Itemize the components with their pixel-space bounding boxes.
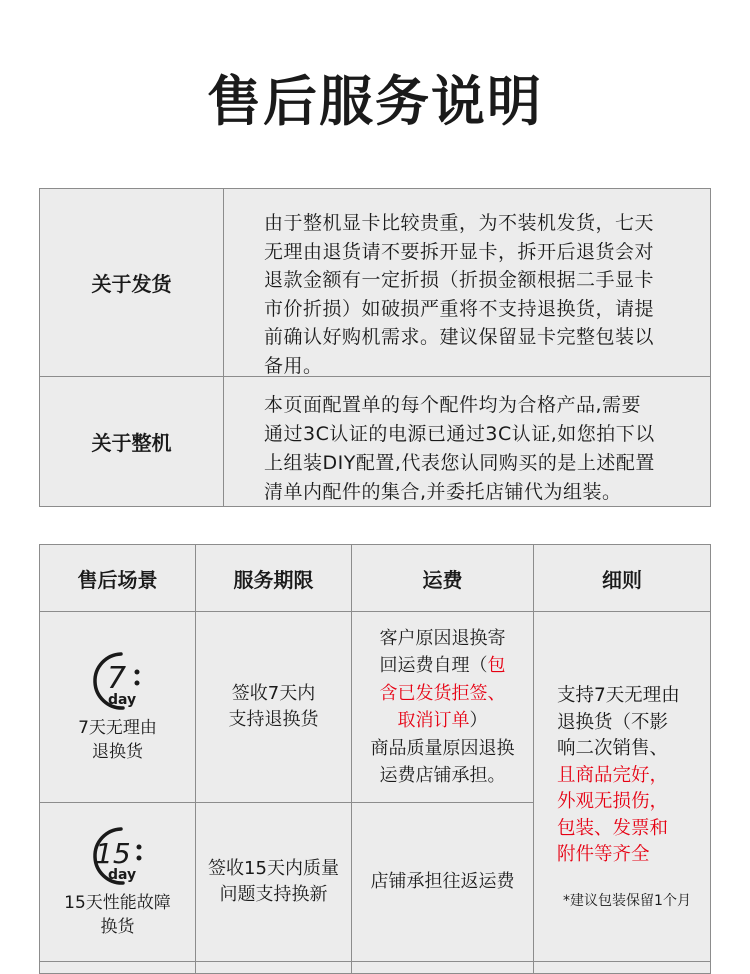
- shipping-cell-7day: [352, 612, 533, 802]
- period-cell-7day: [196, 612, 351, 802]
- header-rules: 细则: [602, 567, 642, 592]
- text-line-red: 外观无损伤，: [557, 791, 669, 812]
- text-segment-red: 取消订单: [397, 710, 470, 731]
- text-line: 签收7天内: [231, 683, 316, 704]
- text-line: 商品质量原因退换: [370, 737, 515, 759]
- machine-text: [264, 391, 694, 507]
- scene-cell-15day: [40, 803, 195, 961]
- text-line-red: 包装、发票和: [557, 817, 669, 839]
- text-line: [371, 707, 515, 735]
- text-line: 清单内配件的集合,并委托店铺代为组装。: [264, 481, 622, 503]
- after-sales-table: [39, 544, 711, 974]
- period-cell-15day: [196, 803, 351, 961]
- text-line: 运费店铺承担。: [379, 765, 506, 786]
- text-line: 退换货: [91, 742, 143, 762]
- text-line: 支持退换货: [228, 709, 319, 730]
- scene-label: [64, 891, 171, 939]
- text-line: 退款金额有一定折损（折损金额根据二手显卡: [264, 269, 655, 292]
- text-line: 市价折损）如破损严重将不支持退换货，请提: [264, 297, 655, 320]
- text-segment: ）: [469, 710, 488, 731]
- text-line: 签收15天内质量: [208, 858, 339, 879]
- badge-number: 15: [95, 837, 132, 870]
- text-line: 退换货（不影: [557, 711, 669, 733]
- text-line: 通过3C认证的电源已通过3C认证,如您拍下以: [264, 423, 655, 445]
- machine-header: 关于整机: [40, 377, 224, 506]
- text-line-red: 附件等齐全: [557, 844, 650, 865]
- text-segment: 回运费自理（: [379, 655, 488, 676]
- text-line: 上组装DIY配置,代表您认同购买的是上述配置: [264, 452, 655, 474]
- header-shipping: 运费: [422, 567, 463, 592]
- shipping-cell-15day: 店铺承担往返运费: [370, 871, 515, 892]
- text-line: 前确认好购机需求。建议保留显卡完整包装以: [264, 326, 655, 349]
- badge-7day: [78, 650, 157, 764]
- text-line: [371, 652, 515, 680]
- scene-cell-7day: [40, 612, 195, 802]
- scene-label: [78, 716, 157, 764]
- rules-cell: [557, 683, 713, 869]
- header-period: 服务期限: [233, 567, 314, 592]
- header-scene: 售后场景: [77, 567, 158, 592]
- machine-row: [40, 377, 710, 506]
- text-line: 15天性能故障: [64, 893, 171, 913]
- badge-unit: day: [108, 692, 137, 708]
- text-line-red: 含已发货拒签、: [379, 682, 506, 704]
- fifteen-day-icon: [81, 825, 153, 887]
- text-line: 支持7天无理由: [557, 685, 680, 706]
- text-line: 无理由退货请不要拆开显卡，拆开后退货会对: [264, 240, 655, 263]
- badge-15day: [64, 825, 171, 939]
- text-line: 响二次销售、: [557, 738, 669, 759]
- text-line: 客户原因退换寄: [379, 627, 506, 649]
- shipping-notice-table: [39, 188, 711, 507]
- page-title: 售后服务说明: [207, 70, 543, 133]
- shipping-row: [40, 189, 710, 377]
- text-line: 问题支持换新: [219, 884, 328, 905]
- badge-unit: day: [108, 867, 137, 883]
- row-divider: [40, 961, 710, 962]
- text-line-red: 且商品完好，: [557, 764, 669, 786]
- text-line: 7天无理由: [78, 718, 157, 738]
- text-segment-red: 包: [487, 655, 506, 676]
- shipping-text: [264, 209, 694, 381]
- text-line: 由于整机显卡比较贵重，为不装机发货，七天: [264, 212, 655, 234]
- text-line: 换货: [100, 917, 135, 937]
- text-line: 备用。: [264, 354, 323, 377]
- packaging-note: *建议包装保留1个月: [563, 893, 691, 909]
- text-line: 本页面配置单的每个配件均为合格产品,需要: [264, 394, 642, 416]
- seven-day-icon: [81, 650, 153, 712]
- badge-number: 7: [107, 661, 127, 696]
- shipping-header: 关于发货: [40, 189, 224, 376]
